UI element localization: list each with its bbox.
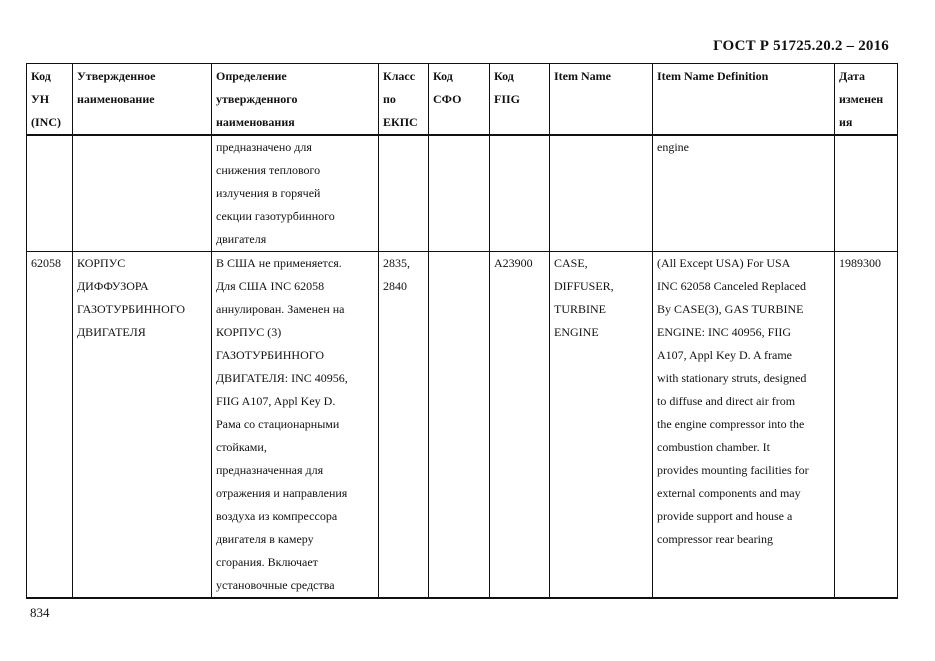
- cell-item-name: CASE, DIFFUSER, TURBINE ENGINE: [550, 252, 653, 599]
- cell-ekps-class: 2835, 2840: [379, 252, 429, 599]
- cell-fiig-code: A23900: [490, 252, 550, 599]
- cell-approved-name: [73, 135, 212, 252]
- cell-definition: предназначено для снижения теплового излучения в горячей секции газотурбинного двигателя: [212, 135, 379, 252]
- col-header-fiig-code: Код FIIG: [490, 64, 550, 136]
- col-header-approved-name: Утвержденное наименование: [73, 64, 212, 136]
- document-header: ГОСТ Р 51725.20.2 – 2016: [713, 38, 889, 54]
- cell-item-name-definition: engine: [653, 135, 835, 252]
- col-header-change-date: Дата изменен ия: [835, 64, 898, 136]
- cell-fiig-code: [490, 135, 550, 252]
- cell-sfo-code: [429, 135, 490, 252]
- cell-item-name: [550, 135, 653, 252]
- col-header-definition: Определение утвержденного наименования: [212, 64, 379, 136]
- col-header-inc: Код УН (INC): [27, 64, 73, 136]
- table-row: [27, 252, 898, 599]
- col-header-sfo-code: Код СФО: [429, 64, 490, 136]
- cell-definition: В США не применяется. Для США INC 62058 аннулирован. Заменен на КОРПУС (3) ГАЗОТУРБИННОГО ДВИГАТЕЛЯ: INC 40956, FIIG A107, Appl Key D. Рама со стационарными стойками, предназначенная для отражения и направления воздуха из компрессора двигателя в камеру сгорания. Включает установочные средства: [212, 252, 379, 599]
- col-header-item-name: Item Name: [550, 64, 653, 136]
- cell-ekps-class: [379, 135, 429, 252]
- col-header-item-name-definition: Item Name Definition: [653, 64, 835, 136]
- page-number: 834: [30, 605, 50, 620]
- cell-change-date: [835, 135, 898, 252]
- cell-approved-name: КОРПУС ДИФФУЗОРА ГАЗОТУРБИННОГО ДВИГАТЕЛЯ: [73, 252, 212, 599]
- cell-sfo-code: [429, 252, 490, 599]
- col-header-ekps-class: Класс по ЕКПС: [379, 64, 429, 136]
- catalog-table: [26, 63, 898, 599]
- cell-item-name-definition: (All Except USA) For USA INC 62058 Canceled Replaced By CASE(3), GAS TURBINE ENGINE: INC 40956, FIIG A107, Appl Key D. A frame with stationary struts, designed to diffuse and direct air from the engine compressor into the combustion chamber. It provides mounting facilities for external components and may provide support and house a compressor rear bearing: [653, 252, 835, 599]
- cell-change-date: 1989300: [835, 252, 898, 599]
- cell-inc: 62058: [27, 252, 73, 599]
- table-row-continued: [27, 135, 898, 252]
- table-header-row: [27, 64, 898, 136]
- cell-inc: [27, 135, 73, 252]
